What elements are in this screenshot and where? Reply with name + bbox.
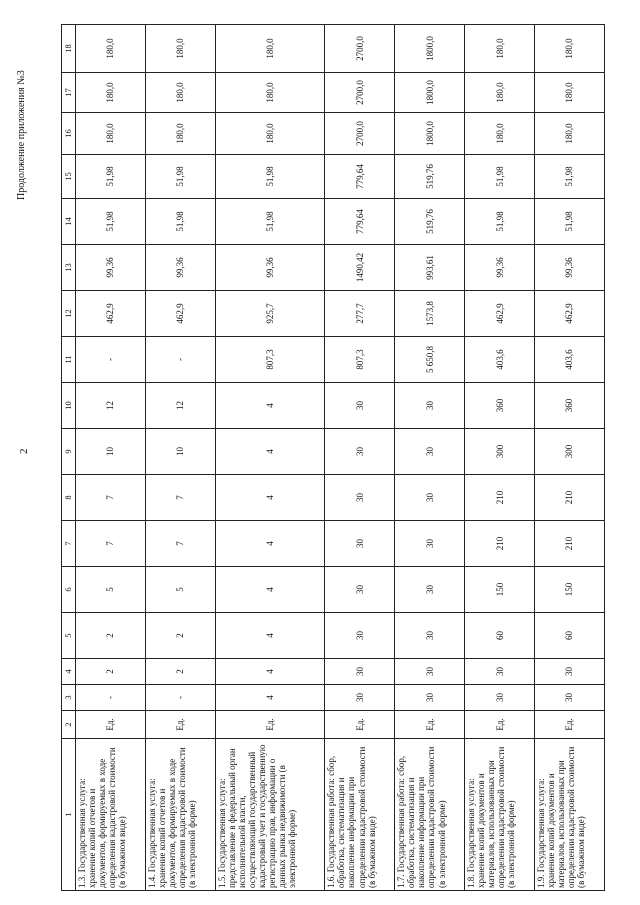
value-cell: 300 [535, 429, 605, 475]
value-cell: 180,0 [145, 113, 215, 155]
value-cell: 4 [215, 685, 325, 711]
value-cell: 7 [76, 475, 146, 521]
value-cell: 462,9 [535, 291, 605, 337]
value-cell: 180,0 [76, 25, 146, 73]
column-number-cell: 15 [62, 155, 76, 199]
value-cell: Ед. [215, 711, 325, 739]
value-cell: 30 [395, 429, 465, 475]
value-cell: 30 [325, 521, 395, 567]
value-cell: 180,0 [535, 73, 605, 113]
table-row [465, 25, 535, 891]
value-cell: 30 [325, 613, 395, 659]
value-cell: 30 [325, 567, 395, 613]
value-cell: 4 [215, 521, 325, 567]
value-cell: 30 [325, 383, 395, 429]
table-body [62, 25, 605, 891]
value-cell: 30 [395, 475, 465, 521]
value-cell: 30 [325, 685, 395, 711]
value-cell: Ед. [325, 711, 395, 739]
value-cell: 51,98 [465, 199, 535, 245]
value-cell: 5 650,8 [395, 337, 465, 383]
value-cell: 99,36 [465, 245, 535, 291]
value-cell: 4 [215, 429, 325, 475]
value-cell: 300 [465, 429, 535, 475]
value-cell: 30 [395, 659, 465, 685]
value-cell: 30 [395, 685, 465, 711]
value-cell: 30 [325, 659, 395, 685]
service-description-cell: 1.6. Государственная работа: сбор, обработка, систематизация и накопление информации при определении кадастровой стоимости (в бумажном виде) [325, 739, 395, 891]
value-cell: 2700,0 [325, 25, 395, 73]
value-cell: 30 [395, 383, 465, 429]
value-cell: - [145, 685, 215, 711]
column-number-cell: 4 [62, 659, 76, 685]
column-number-cell: 7 [62, 521, 76, 567]
value-cell: 5 [145, 567, 215, 613]
value-cell: 180,0 [535, 25, 605, 73]
value-cell: 99,36 [76, 245, 146, 291]
value-cell: 519,76 [395, 155, 465, 199]
value-cell: 30 [465, 659, 535, 685]
value-cell: 462,9 [76, 291, 146, 337]
value-cell: Ед. [395, 711, 465, 739]
column-number-cell: 1 [62, 739, 76, 891]
value-cell: Ед. [145, 711, 215, 739]
value-cell: 180,0 [76, 113, 146, 155]
column-number-cell: 11 [62, 337, 76, 383]
value-cell: 51,98 [465, 155, 535, 199]
value-cell: 519,76 [395, 199, 465, 245]
table-row [76, 25, 146, 891]
value-cell: 51,98 [215, 199, 325, 245]
column-number-cell: 6 [62, 567, 76, 613]
value-cell: 2 [76, 659, 146, 685]
value-cell: 2700,0 [325, 113, 395, 155]
value-cell: 360 [465, 383, 535, 429]
value-cell: 2700,0 [325, 73, 395, 113]
value-cell: 2 [145, 659, 215, 685]
service-description-cell: 1.8. Государственная услуга: хранение копий документов и материалов, использованных при определении кадастровой стоимости (в электронной форме) [465, 739, 535, 891]
value-cell: 1490,42 [325, 245, 395, 291]
value-cell: 99,36 [535, 245, 605, 291]
value-cell: 4 [215, 659, 325, 685]
value-cell: 99,36 [145, 245, 215, 291]
value-cell: 5 [76, 567, 146, 613]
value-cell: 30 [535, 659, 605, 685]
column-number-cell: 8 [62, 475, 76, 521]
service-description-cell: 1.9. Государственная услуга: хранение копий документов и материалов, использованных при определении кадастровой стоимости (в бумажном виде) [535, 739, 605, 891]
value-cell: 1800,0 [395, 113, 465, 155]
value-cell: 51,98 [145, 199, 215, 245]
column-number-cell: 14 [62, 199, 76, 245]
value-cell: 180,0 [145, 25, 215, 73]
value-cell: 4 [215, 567, 325, 613]
value-cell: 1800,0 [395, 25, 465, 73]
value-cell: 7 [145, 475, 215, 521]
service-description-cell: 1.5. Государственная услуга: представление в федеральный орган исполнительной власти, осуществляющий государственный кадастровый учет и государственную регистрацию прав, информации о данных рынка недвижимости (в электронной форме) [215, 739, 325, 891]
column-number-cell: 12 [62, 291, 76, 337]
value-cell: 2 [76, 613, 146, 659]
value-cell: 403,6 [465, 337, 535, 383]
value-cell: 462,9 [465, 291, 535, 337]
value-cell: 4 [215, 383, 325, 429]
value-cell: 30 [395, 567, 465, 613]
value-cell: 779,64 [325, 199, 395, 245]
value-cell: 4 [215, 613, 325, 659]
column-number-cell: 13 [62, 245, 76, 291]
service-description-cell: 1.4. Государственная услуга: хранение копий отчетов и документов, формируемых в ходе определения кадастровой стоимости (в электронной форме) [145, 739, 215, 891]
value-cell: 60 [535, 613, 605, 659]
value-cell: 2 [145, 613, 215, 659]
value-cell: 12 [76, 383, 146, 429]
value-cell: 180,0 [215, 73, 325, 113]
value-cell: 180,0 [535, 113, 605, 155]
page-number: 2 [18, 448, 30, 454]
value-cell: 30 [325, 429, 395, 475]
value-cell: 210 [465, 475, 535, 521]
value-cell: 993,61 [395, 245, 465, 291]
value-cell: 7 [145, 521, 215, 567]
value-cell: Ед. [465, 711, 535, 739]
value-cell: 462,9 [145, 291, 215, 337]
value-cell: 51,98 [145, 155, 215, 199]
rotated-table-wrapper [61, 25, 605, 891]
value-cell: 360 [535, 383, 605, 429]
value-cell: 210 [465, 521, 535, 567]
column-number-cell: 2 [62, 711, 76, 739]
value-cell: 403,6 [535, 337, 605, 383]
service-volume-table [61, 24, 605, 891]
value-cell: 180,0 [215, 113, 325, 155]
column-number-cell: 9 [62, 429, 76, 475]
value-cell: 99,36 [215, 245, 325, 291]
value-cell: 12 [145, 383, 215, 429]
value-cell: 180,0 [465, 113, 535, 155]
value-cell: 210 [535, 475, 605, 521]
value-cell: - [145, 337, 215, 383]
value-cell: - [76, 685, 146, 711]
value-cell: 180,0 [465, 25, 535, 73]
value-cell: 60 [465, 613, 535, 659]
value-cell: 10 [76, 429, 146, 475]
column-number-cell: 10 [62, 383, 76, 429]
column-number-cell: 16 [62, 113, 76, 155]
value-cell: 180,0 [215, 25, 325, 73]
value-cell: 210 [535, 521, 605, 567]
table-row [395, 25, 465, 891]
value-cell: 150 [465, 567, 535, 613]
value-cell: 51,98 [215, 155, 325, 199]
value-cell: 30 [395, 613, 465, 659]
column-number-cell: 3 [62, 685, 76, 711]
value-cell: 51,98 [535, 199, 605, 245]
value-cell: 1573,8 [395, 291, 465, 337]
value-cell: 30 [535, 685, 605, 711]
column-number-cell: 18 [62, 25, 76, 73]
value-cell: 51,98 [76, 155, 146, 199]
value-cell: 4 [215, 475, 325, 521]
value-cell: 30 [465, 685, 535, 711]
table-row [145, 25, 215, 891]
service-description-cell: 1.3. Государственная услуга: хранение копий отчетов и документов, формируемых в ходе определения кадастровой стоимости (в бумажном виде) [76, 739, 146, 891]
value-cell: 30 [395, 521, 465, 567]
value-cell: 150 [535, 567, 605, 613]
value-cell: 180,0 [145, 73, 215, 113]
column-number-cell: 5 [62, 613, 76, 659]
value-cell: 7 [76, 521, 146, 567]
value-cell: 180,0 [465, 73, 535, 113]
table-row [535, 25, 605, 891]
value-cell: 779,64 [325, 155, 395, 199]
value-cell: 30 [325, 475, 395, 521]
column-number-row [62, 25, 76, 891]
column-number-cell: 17 [62, 73, 76, 113]
value-cell: 10 [145, 429, 215, 475]
value-cell: 277,7 [325, 291, 395, 337]
value-cell: 180,0 [76, 73, 146, 113]
value-cell: - [76, 337, 146, 383]
value-cell: 51,98 [76, 199, 146, 245]
value-cell: 925,7 [215, 291, 325, 337]
appendix-continuation-note: Продолжение приложения №3 [16, 70, 27, 200]
table-row [215, 25, 325, 891]
value-cell: 807,3 [215, 337, 325, 383]
value-cell: Ед. [76, 711, 146, 739]
value-cell: 51,98 [535, 155, 605, 199]
table-row [325, 25, 395, 891]
value-cell: 807,3 [325, 337, 395, 383]
value-cell: Ед. [535, 711, 605, 739]
service-description-cell: 1.7. Государственная работа: сбор, обработка, систематизация и накопление информации при определении кадастровой стоимости (в электронной форме) [395, 739, 465, 891]
value-cell: 1800,0 [395, 73, 465, 113]
